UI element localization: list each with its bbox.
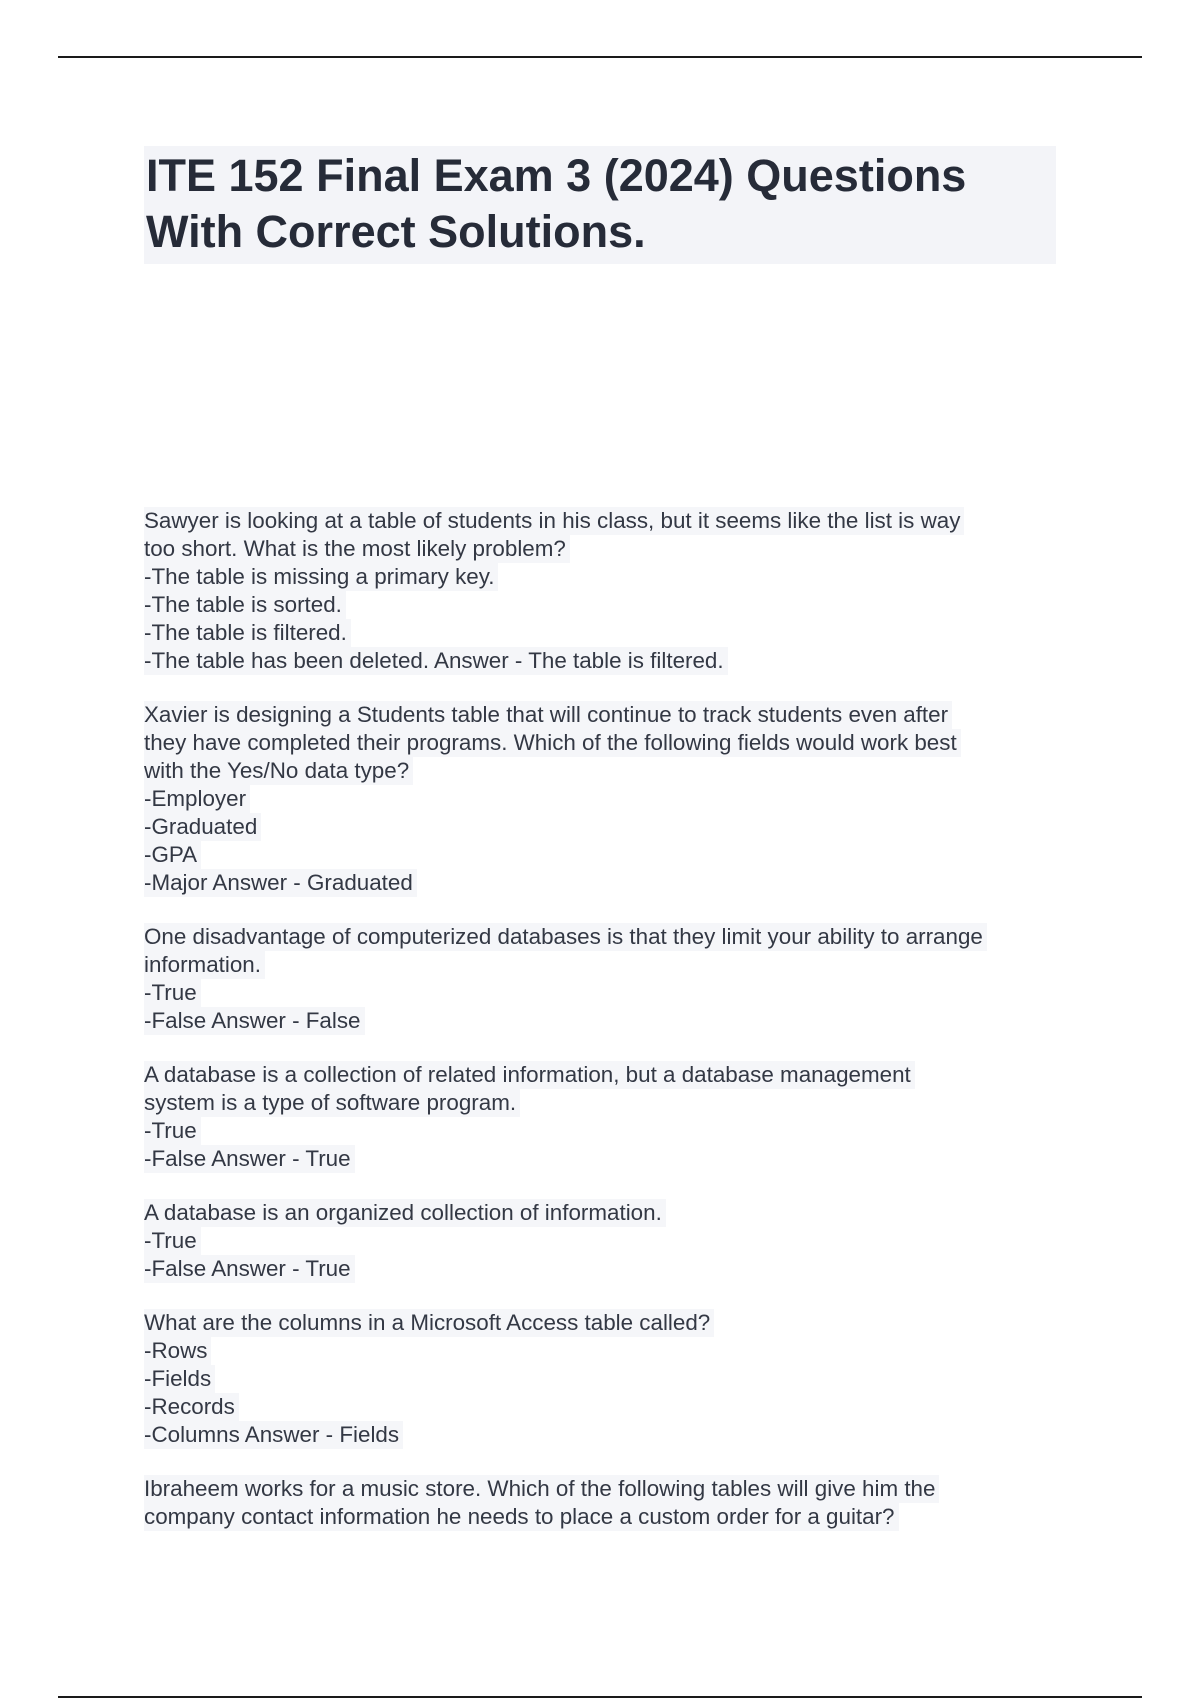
question-line: -Fields <box>144 1365 215 1393</box>
question-block <box>144 507 1064 675</box>
question-line: -Employer <box>144 785 250 813</box>
question-line: -The table is filtered. <box>144 619 351 647</box>
question-line: -False Answer - True <box>144 1145 355 1173</box>
bottom-divider <box>58 1696 1142 1698</box>
question-block <box>144 1061 1064 1173</box>
question-block <box>144 701 1064 897</box>
top-divider <box>58 56 1142 58</box>
question-block <box>144 923 1064 1035</box>
question-line: system is a type of software program. <box>144 1089 520 1117</box>
question-line: -True <box>144 979 201 1007</box>
question-line: -True <box>144 1117 201 1145</box>
question-line: with the Yes/No data type? <box>144 757 413 785</box>
question-text: Xavier is designing a Students table that will continue to track students even after <box>144 701 952 729</box>
questions-list <box>144 507 1064 1557</box>
question-block <box>144 1309 1064 1449</box>
question-line: -The table has been deleted. Answer - The table is filtered. <box>144 647 728 675</box>
title-line-2: With Correct Solutions. <box>146 206 646 257</box>
question-text: Sawyer is looking at a table of students in his class, but it seems like the list is way <box>144 507 964 535</box>
question-line: information. <box>144 951 265 979</box>
question-block <box>144 1475 1064 1531</box>
question-text: A database is an organized collection of information. <box>144 1199 666 1227</box>
question-line: -GPA <box>144 841 201 869</box>
question-line: -Graduated <box>144 813 261 841</box>
question-line: -The table is sorted. <box>144 591 346 619</box>
question-line: -False Answer - True <box>144 1255 355 1283</box>
question-text: A database is a collection of related information, but a database management <box>144 1061 915 1089</box>
question-line: they have completed their programs. Which of the following fields would work best <box>144 729 961 757</box>
question-line: -Major Answer - Graduated <box>144 869 417 897</box>
question-line: -Rows <box>144 1337 211 1365</box>
document-title <box>144 146 1056 264</box>
question-line: -Records <box>144 1393 239 1421</box>
question-line: -Columns Answer - Fields <box>144 1421 403 1449</box>
question-text: One disadvantage of computerized databases is that they limit your ability to arrange <box>144 923 987 951</box>
question-line: -False Answer - False <box>144 1007 365 1035</box>
question-block <box>144 1199 1064 1283</box>
question-text: What are the columns in a Microsoft Access table called? <box>144 1309 714 1337</box>
question-line: too short. What is the most likely problem? <box>144 535 570 563</box>
question-line: -The table is missing a primary key. <box>144 563 498 591</box>
question-line: -True <box>144 1227 201 1255</box>
question-text: Ibraheem works for a music store. Which of the following tables will give him the <box>144 1475 939 1503</box>
question-line: company contact information he needs to place a custom order for a guitar? <box>144 1503 899 1531</box>
title-line-1: ITE 152 Final Exam 3 (2024) Questions <box>146 150 967 201</box>
